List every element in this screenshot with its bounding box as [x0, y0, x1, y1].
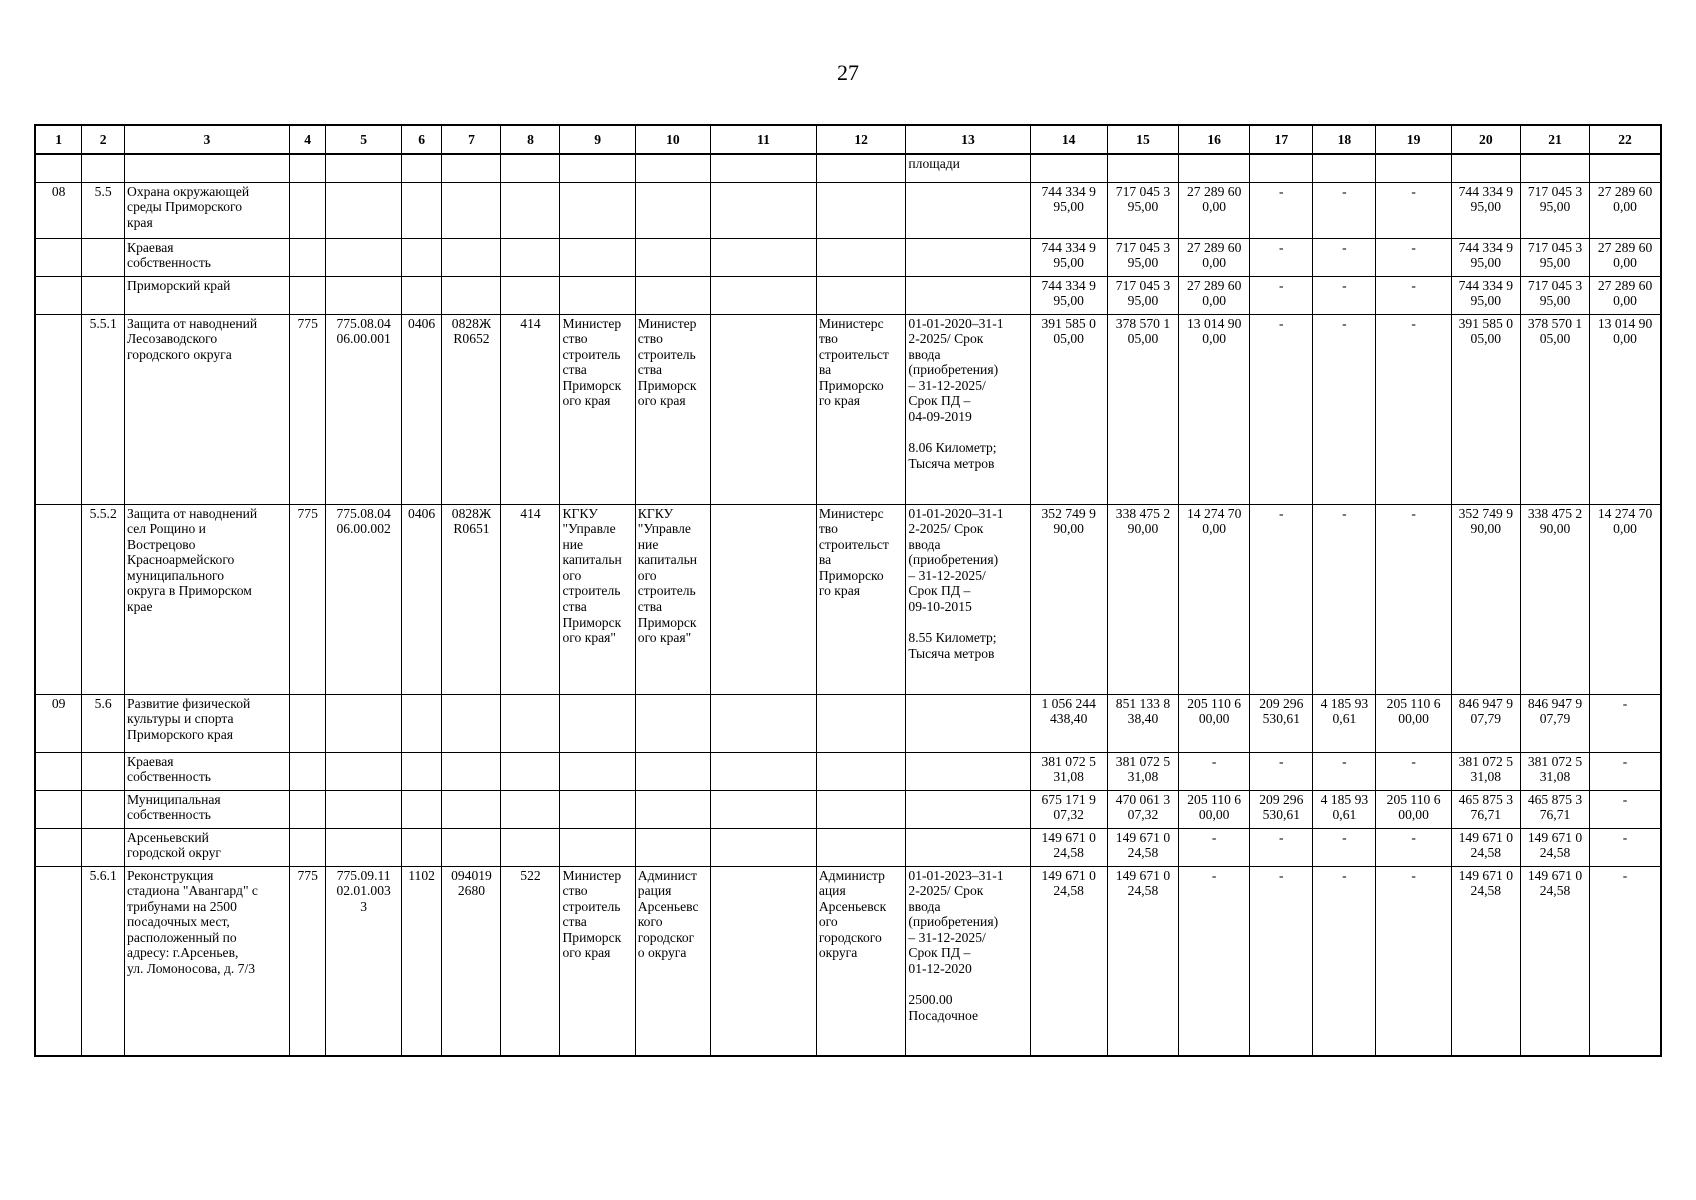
column-header-12: 12: [816, 125, 906, 154]
table-cell-col-20: 149 671 0 24,58: [1451, 866, 1520, 1056]
table-cell-col-2: [82, 752, 125, 790]
table-cell-col-14: 149 671 0 24,58: [1030, 866, 1107, 1056]
table-cell-col-15: [1107, 154, 1178, 182]
table-cell-col-16: 205 110 6 00,00: [1179, 790, 1250, 828]
table-cell-col-1: [35, 504, 82, 694]
table-cell-col-22: 13 014 90 0,00: [1590, 314, 1661, 504]
table-cell-col-21: 846 947 9 07,79: [1520, 694, 1589, 752]
table-cell-col-7: 0828Ж R0652: [442, 314, 501, 504]
table-cell-col-5: 775.08.04 06.00.001: [326, 314, 401, 504]
table-cell-col-7: [442, 828, 501, 866]
table-cell-col-2: [82, 276, 125, 314]
table-cell-col-19: -: [1376, 828, 1451, 866]
table-cell-col-13: 01-01-2020–31-1 2-2025/ Срок ввода (приобретения) – 31-12-2025/ Срок ПД – 04-09-2019 8.06 Километр; Тысяча метров: [906, 314, 1030, 504]
table-cell-col-22: -: [1590, 752, 1661, 790]
table-cell-col-16: -: [1179, 828, 1250, 866]
table-cell-col-6: [401, 276, 442, 314]
column-header-1: 1: [35, 125, 82, 154]
table-cell-col-6: [401, 790, 442, 828]
table-cell-col-9: [560, 790, 635, 828]
table-cell-col-2: [82, 154, 125, 182]
table-cell-col-10: [635, 790, 710, 828]
table-cell-col-22: -: [1590, 694, 1661, 752]
table-cell-col-20: 381 072 5 31,08: [1451, 752, 1520, 790]
table-cell-col-18: -: [1313, 828, 1376, 866]
table-cell-col-11: [711, 828, 817, 866]
column-header-7: 7: [442, 125, 501, 154]
table-cell-col-10: [635, 752, 710, 790]
column-header-21: 21: [1520, 125, 1589, 154]
table-cell-col-14: 391 585 0 05,00: [1030, 314, 1107, 504]
table-cell-col-22: 27 289 60 0,00: [1590, 182, 1661, 238]
table-cell-col-4: [289, 694, 326, 752]
table-cell-col-22: -: [1590, 866, 1661, 1056]
column-header-10: 10: [635, 125, 710, 154]
table-cell-col-5: [326, 694, 401, 752]
table-cell-col-1: 08: [35, 182, 82, 238]
table-cell-col-20: 391 585 0 05,00: [1451, 314, 1520, 504]
table-cell-col-7: [442, 694, 501, 752]
table-cell-col-2: [82, 238, 125, 276]
table-cell-col-4: [289, 752, 326, 790]
table-row: [35, 504, 1661, 694]
table-cell-col-13: [906, 828, 1030, 866]
table-cell-col-19: 205 110 6 00,00: [1376, 694, 1451, 752]
table-cell-col-3: Муниципальная собственность: [125, 790, 290, 828]
table-cell-col-2: 5.5: [82, 182, 125, 238]
table-cell-col-5: [326, 154, 401, 182]
table-cell-col-20: 744 334 9 95,00: [1451, 182, 1520, 238]
column-header-20: 20: [1451, 125, 1520, 154]
financing-table: [34, 124, 1662, 1057]
table-cell-col-7: [442, 790, 501, 828]
table-cell-col-13: [906, 276, 1030, 314]
table-cell-col-8: 522: [501, 866, 560, 1056]
table-cell-col-12: Администр ация Арсеньевск ого городского округа: [816, 866, 906, 1056]
page-number: 27: [837, 60, 859, 85]
table-cell-col-22: 27 289 60 0,00: [1590, 276, 1661, 314]
table-cell-col-13: 01-01-2020–31-1 2-2025/ Срок ввода (приобретения) – 31-12-2025/ Срок ПД – 09-10-2015 8.55 Километр; Тысяча метров: [906, 504, 1030, 694]
table-row: [35, 154, 1661, 182]
table-cell-col-20: 352 749 9 90,00: [1451, 504, 1520, 694]
table-cell-col-9: Министер ство строитель ства Приморск ого края: [560, 314, 635, 504]
table-cell-col-2: 5.6.1: [82, 866, 125, 1056]
table-cell-col-17: -: [1250, 828, 1313, 866]
table-cell-col-1: [35, 314, 82, 504]
table-cell-col-15: 149 671 0 24,58: [1107, 866, 1178, 1056]
table-cell-col-14: 1 056 244 438,40: [1030, 694, 1107, 752]
table-cell-col-4: [289, 238, 326, 276]
table-cell-col-15: 378 570 1 05,00: [1107, 314, 1178, 504]
table-cell-col-8: [501, 752, 560, 790]
table-cell-col-16: -: [1179, 866, 1250, 1056]
table-cell-col-2: [82, 790, 125, 828]
column-header-3: 3: [125, 125, 290, 154]
table-cell-col-9: [560, 752, 635, 790]
table-cell-col-21: 381 072 5 31,08: [1520, 752, 1589, 790]
table-cell-col-22: 27 289 60 0,00: [1590, 238, 1661, 276]
table-cell-col-6: 1102: [401, 866, 442, 1056]
table-cell-col-6: [401, 238, 442, 276]
table-cell-col-13: [906, 238, 1030, 276]
table-body: [35, 154, 1661, 1056]
table-cell-col-10: [635, 154, 710, 182]
table-cell-col-9: Министер ство строитель ства Приморск ого края: [560, 866, 635, 1056]
table-cell-col-3: Краевая собственность: [125, 238, 290, 276]
table-cell-col-15: 381 072 5 31,08: [1107, 752, 1178, 790]
table-cell-col-5: [326, 238, 401, 276]
table-cell-col-16: 205 110 6 00,00: [1179, 694, 1250, 752]
table-cell-col-5: [326, 828, 401, 866]
table-cell-col-6: [401, 154, 442, 182]
column-header-6: 6: [401, 125, 442, 154]
column-header-17: 17: [1250, 125, 1313, 154]
table-cell-col-11: [711, 238, 817, 276]
column-header-22: 22: [1590, 125, 1661, 154]
table-cell-col-19: -: [1376, 276, 1451, 314]
table-cell-col-18: -: [1313, 276, 1376, 314]
table-cell-col-16: 14 274 70 0,00: [1179, 504, 1250, 694]
column-header-4: 4: [289, 125, 326, 154]
table-cell-col-7: [442, 276, 501, 314]
column-header-8: 8: [501, 125, 560, 154]
table-row: [35, 238, 1661, 276]
table-cell-col-21: 149 671 0 24,58: [1520, 828, 1589, 866]
table-cell-col-21: 149 671 0 24,58: [1520, 866, 1589, 1056]
table-cell-col-21: 378 570 1 05,00: [1520, 314, 1589, 504]
table-cell-col-9: [560, 154, 635, 182]
table-cell-col-12: [816, 238, 906, 276]
table-cell-col-17: -: [1250, 866, 1313, 1056]
table-cell-col-7: [442, 238, 501, 276]
table-cell-col-16: 13 014 90 0,00: [1179, 314, 1250, 504]
table-cell-col-22: -: [1590, 790, 1661, 828]
table-cell-col-4: [289, 828, 326, 866]
table-cell-col-3: [125, 154, 290, 182]
table-cell-col-10: Министер ство строитель ства Приморск ого края: [635, 314, 710, 504]
table-cell-col-6: [401, 828, 442, 866]
table-cell-col-20: 744 334 9 95,00: [1451, 238, 1520, 276]
table-cell-col-10: КГКУ "Управле ние капитальн ого строитель ства Приморск ого края": [635, 504, 710, 694]
table-cell-col-18: -: [1313, 182, 1376, 238]
table-cell-col-16: 27 289 60 0,00: [1179, 238, 1250, 276]
table-cell-col-15: 851 133 8 38,40: [1107, 694, 1178, 752]
table-cell-col-4: [289, 182, 326, 238]
table-cell-col-12: [816, 790, 906, 828]
table-cell-col-1: [35, 276, 82, 314]
table-cell-col-22: 14 274 70 0,00: [1590, 504, 1661, 694]
table-cell-col-16: 27 289 60 0,00: [1179, 276, 1250, 314]
table-cell-col-10: [635, 276, 710, 314]
table-row: [35, 752, 1661, 790]
table-cell-col-13: [906, 694, 1030, 752]
table-cell-col-20: 744 334 9 95,00: [1451, 276, 1520, 314]
table-cell-col-21: 338 475 2 90,00: [1520, 504, 1589, 694]
table-cell-col-10: Админист рация Арсеньевс кого городског о округа: [635, 866, 710, 1056]
table-cell-col-12: [816, 752, 906, 790]
table-cell-col-11: [711, 866, 817, 1056]
table-cell-col-14: [1030, 154, 1107, 182]
table-cell-col-21: 717 045 3 95,00: [1520, 238, 1589, 276]
table-cell-col-5: 775.08.04 06.00.002: [326, 504, 401, 694]
table-cell-col-12: [816, 154, 906, 182]
column-header-2: 2: [82, 125, 125, 154]
table-cell-col-16: [1179, 154, 1250, 182]
table-cell-col-17: 209 296 530,61: [1250, 694, 1313, 752]
table-cell-col-10: [635, 828, 710, 866]
table-cell-col-10: [635, 182, 710, 238]
table-cell-col-3: Развитие физической культуры и спорта Приморского края: [125, 694, 290, 752]
table-cell-col-3: Защита от наводнений сел Рощино и Вострецово Красноармейского муниципального округа в Приморском крае: [125, 504, 290, 694]
table-cell-col-12: [816, 276, 906, 314]
table-cell-col-12: Министерс тво строительст ва Приморско го края: [816, 504, 906, 694]
table-cell-col-7: [442, 182, 501, 238]
table-cell-col-4: 775: [289, 314, 326, 504]
table-cell-col-15: 338 475 2 90,00: [1107, 504, 1178, 694]
table-cell-col-2: 5.5.1: [82, 314, 125, 504]
table-cell-col-14: 381 072 5 31,08: [1030, 752, 1107, 790]
table-cell-col-4: [289, 154, 326, 182]
table-cell-col-9: [560, 694, 635, 752]
table-cell-col-10: [635, 238, 710, 276]
table-cell-col-18: -: [1313, 238, 1376, 276]
table-cell-col-6: 0406: [401, 504, 442, 694]
table-cell-col-19: -: [1376, 182, 1451, 238]
table-cell-col-4: [289, 790, 326, 828]
table-cell-col-7: 094019 2680: [442, 866, 501, 1056]
table-cell-col-2: 5.6: [82, 694, 125, 752]
table-cell-col-9: [560, 238, 635, 276]
table-cell-col-4: [289, 276, 326, 314]
column-header-18: 18: [1313, 125, 1376, 154]
table-cell-col-19: [1376, 154, 1451, 182]
table-cell-col-6: [401, 752, 442, 790]
table-cell-col-3: Арсеньевский городской округ: [125, 828, 290, 866]
table-cell-col-11: [711, 276, 817, 314]
column-header-13: 13: [906, 125, 1030, 154]
table-cell-col-11: [711, 154, 817, 182]
table-cell-col-16: 27 289 60 0,00: [1179, 182, 1250, 238]
table-cell-col-15: 717 045 3 95,00: [1107, 238, 1178, 276]
table-cell-col-1: [35, 154, 82, 182]
table-cell-col-4: 775: [289, 504, 326, 694]
table-cell-col-14: 744 334 9 95,00: [1030, 238, 1107, 276]
table-cell-col-5: [326, 790, 401, 828]
table-row: [35, 694, 1661, 752]
table-cell-col-8: [501, 828, 560, 866]
table-cell-col-17: 209 296 530,61: [1250, 790, 1313, 828]
table-cell-col-5: [326, 752, 401, 790]
table-cell-col-3: Охрана окружающей среды Приморского края: [125, 182, 290, 238]
table-cell-col-2: 5.5.2: [82, 504, 125, 694]
table-cell-col-13: [906, 790, 1030, 828]
table-cell-col-17: -: [1250, 752, 1313, 790]
table-cell-col-15: 717 045 3 95,00: [1107, 276, 1178, 314]
column-header-5: 5: [326, 125, 401, 154]
table-cell-col-7: [442, 752, 501, 790]
table-cell-col-4: 775: [289, 866, 326, 1056]
table-cell-col-19: -: [1376, 866, 1451, 1056]
table-cell-col-19: 205 110 6 00,00: [1376, 790, 1451, 828]
table-cell-col-7: [442, 154, 501, 182]
column-header-11: 11: [711, 125, 817, 154]
table-cell-col-18: -: [1313, 504, 1376, 694]
table-row: [35, 828, 1661, 866]
table-cell-col-13: [906, 182, 1030, 238]
table-cell-col-3: Приморский край: [125, 276, 290, 314]
table-cell-col-3: Краевая собственность: [125, 752, 290, 790]
table-cell-col-15: 149 671 0 24,58: [1107, 828, 1178, 866]
table-cell-col-12: [816, 828, 906, 866]
table-cell-col-17: -: [1250, 276, 1313, 314]
table-cell-col-17: [1250, 154, 1313, 182]
table-cell-col-1: [35, 866, 82, 1056]
table-cell-col-16: -: [1179, 752, 1250, 790]
table-cell-col-12: [816, 694, 906, 752]
table-cell-col-9: [560, 276, 635, 314]
table-row: [35, 866, 1661, 1056]
table-cell-col-22: -: [1590, 828, 1661, 866]
table-cell-col-9: [560, 828, 635, 866]
table-cell-col-2: [82, 828, 125, 866]
table-cell-col-18: -: [1313, 314, 1376, 504]
table-cell-col-5: [326, 182, 401, 238]
table-cell-col-3: Реконструкция стадиона "Авангард" с трибунами на 2500 посадочных мест, расположенный по адресу: г.Арсеньев, ул. Ломоносова, д. 7/3: [125, 866, 290, 1056]
table-cell-col-21: 465 875 3 76,71: [1520, 790, 1589, 828]
table-cell-col-8: [501, 238, 560, 276]
column-header-16: 16: [1179, 125, 1250, 154]
table-cell-col-22: [1590, 154, 1661, 182]
table-cell-col-6: [401, 694, 442, 752]
table-cell-col-20: 465 875 3 76,71: [1451, 790, 1520, 828]
table-row: [35, 182, 1661, 238]
table-cell-col-20: 149 671 0 24,58: [1451, 828, 1520, 866]
table-cell-col-19: -: [1376, 504, 1451, 694]
table-cell-col-18: -: [1313, 752, 1376, 790]
table-cell-col-20: [1451, 154, 1520, 182]
table-cell-col-15: 470 061 3 07,32: [1107, 790, 1178, 828]
table-cell-col-18: [1313, 154, 1376, 182]
column-header-15: 15: [1107, 125, 1178, 154]
column-header-9: 9: [560, 125, 635, 154]
table-cell-col-8: [501, 694, 560, 752]
table-cell-col-19: -: [1376, 314, 1451, 504]
table-cell-col-8: [501, 790, 560, 828]
table-cell-col-14: 744 334 9 95,00: [1030, 276, 1107, 314]
table-row: [35, 314, 1661, 504]
table-cell-col-8: 414: [501, 504, 560, 694]
table-cell-col-8: [501, 182, 560, 238]
table-cell-col-9: КГКУ "Управле ние капитальн ого строитель ства Приморск ого края": [560, 504, 635, 694]
table-cell-col-11: [711, 504, 817, 694]
table-cell-col-8: [501, 276, 560, 314]
table-cell-col-19: -: [1376, 238, 1451, 276]
table-cell-col-12: [816, 182, 906, 238]
table-cell-col-11: [711, 752, 817, 790]
table-row: [35, 790, 1661, 828]
table-cell-col-19: -: [1376, 752, 1451, 790]
table-cell-col-5: 775.09.11 02.01.003 3: [326, 866, 401, 1056]
table-cell-col-5: [326, 276, 401, 314]
table-header-row: [35, 125, 1661, 154]
table-cell-col-21: [1520, 154, 1589, 182]
table-cell-col-6: [401, 182, 442, 238]
table-cell-col-13: 01-01-2023–31-1 2-2025/ Срок ввода (приобретения) – 31-12-2025/ Срок ПД – 01-12-2020 2500.00 Посадочное: [906, 866, 1030, 1056]
table-cell-col-21: 717 045 3 95,00: [1520, 182, 1589, 238]
column-header-19: 19: [1376, 125, 1451, 154]
table-cell-col-7: 0828Ж R0651: [442, 504, 501, 694]
table-cell-col-1: [35, 790, 82, 828]
table-cell-col-9: [560, 182, 635, 238]
column-header-14: 14: [1030, 125, 1107, 154]
table-cell-col-13: площади: [906, 154, 1030, 182]
table-cell-col-17: -: [1250, 314, 1313, 504]
table-cell-col-20: 846 947 9 07,79: [1451, 694, 1520, 752]
table-cell-col-14: 675 171 9 07,32: [1030, 790, 1107, 828]
table-cell-col-11: [711, 182, 817, 238]
table-cell-col-13: [906, 752, 1030, 790]
table-cell-col-12: Министерс тво строительст ва Приморско го края: [816, 314, 906, 504]
table-row: [35, 276, 1661, 314]
table-cell-col-1: 09: [35, 694, 82, 752]
table-cell-col-8: [501, 154, 560, 182]
table-cell-col-14: 352 749 9 90,00: [1030, 504, 1107, 694]
table-cell-col-8: 414: [501, 314, 560, 504]
table-cell-col-10: [635, 694, 710, 752]
table-cell-col-18: 4 185 93 0,61: [1313, 694, 1376, 752]
table-cell-col-18: 4 185 93 0,61: [1313, 790, 1376, 828]
table-cell-col-14: 149 671 0 24,58: [1030, 828, 1107, 866]
table-cell-col-1: [35, 752, 82, 790]
table-cell-col-14: 744 334 9 95,00: [1030, 182, 1107, 238]
table-cell-col-11: [711, 790, 817, 828]
table-cell-col-15: 717 045 3 95,00: [1107, 182, 1178, 238]
table-cell-col-11: [711, 694, 817, 752]
table-cell-col-21: 717 045 3 95,00: [1520, 276, 1589, 314]
table-cell-col-3: Защита от наводнений Лесозаводского городского округа: [125, 314, 290, 504]
table-cell-col-6: 0406: [401, 314, 442, 504]
table-cell-col-1: [35, 238, 82, 276]
table-cell-col-17: -: [1250, 238, 1313, 276]
table-cell-col-17: -: [1250, 504, 1313, 694]
table-cell-col-17: -: [1250, 182, 1313, 238]
table-cell-col-18: -: [1313, 866, 1376, 1056]
table-cell-col-11: [711, 314, 817, 504]
table-cell-col-1: [35, 828, 82, 866]
